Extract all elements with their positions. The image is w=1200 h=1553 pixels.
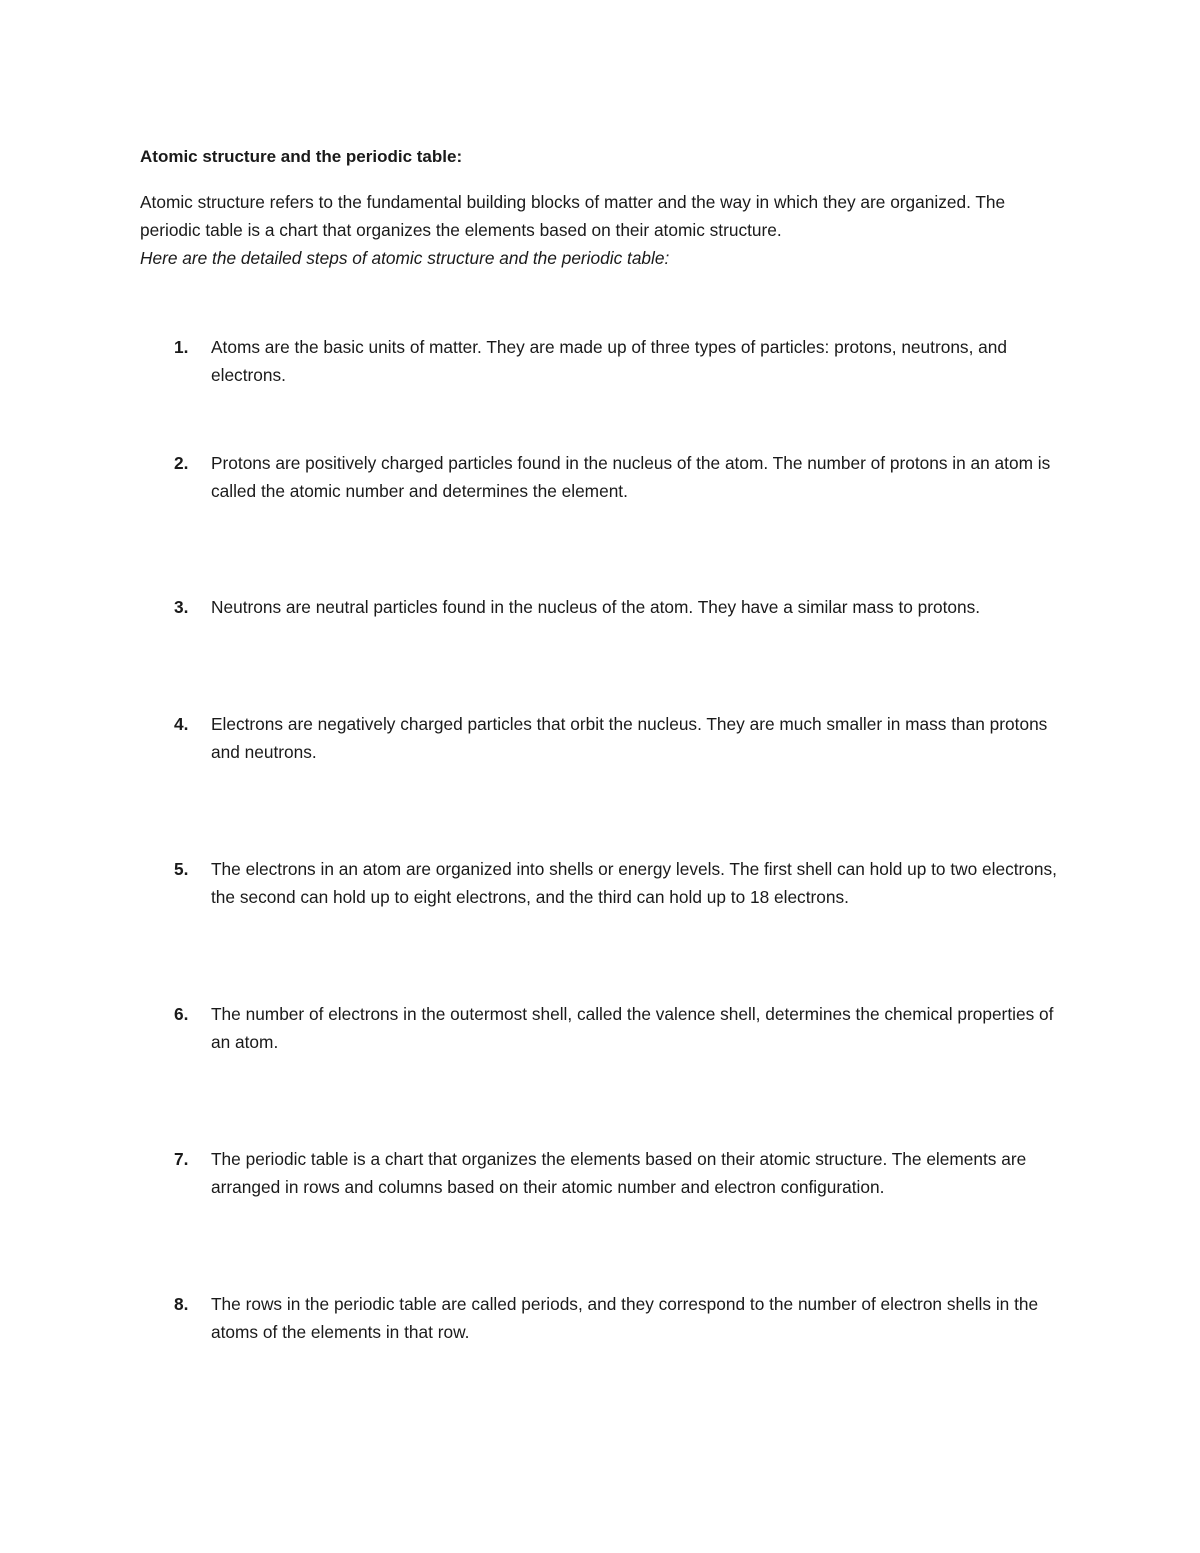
list-item-number: 5. <box>174 859 189 879</box>
list-item-text: The rows in the periodic table are called periods, and they correspond to the number of electron shells in the atoms of the elements in that row. <box>211 1294 1039 1342</box>
list-item-text: The periodic table is a chart that organizes the elements based on their atomic structure. The elements are arranged in rows and columns based on their atomic number and electron configuration. <box>211 1149 1027 1197</box>
intro-steps-lead: Here are the detailed steps of atomic structure and the periodic table: <box>140 248 670 268</box>
list-item-text: Atoms are the basic units of matter. They are made up of three types of particles: protons, neutrons, and electrons. <box>211 337 1008 385</box>
list-item-number: 1. <box>174 337 189 357</box>
document-heading: Atomic structure and the periodic table: <box>140 147 463 166</box>
list-item-number: 6. <box>174 1004 189 1024</box>
intro-text: Atomic structure refers to the fundamental building blocks of matter and the way in which they are organized. The periodic table is a chart that organizes the elements based on their atomic structure. <box>140 192 1006 240</box>
list-item-text: Protons are positively charged particles found in the nucleus of the atom. The number of protons in an atom is called the atomic number and determines the element. <box>211 453 1051 501</box>
list-item-number: 3. <box>174 597 189 617</box>
list-item-text: The number of electrons in the outermost shell, called the valence shell, determines the chemical properties of an atom. <box>211 1004 1054 1052</box>
intro-paragraph <box>140 188 1060 272</box>
list-item-text: The electrons in an atom are organized into shells or energy levels. The first shell can hold up to two electrons, the second can hold up to eight electrons, and the third can hold up to 18 electrons. <box>211 859 1057 907</box>
list-item-text: Neutrons are neutral particles found in the nucleus of the atom. They have a similar mass to protons. <box>211 597 981 617</box>
list-item-number: 7. <box>174 1149 189 1169</box>
list-item-text: Electrons are negatively charged particles that orbit the nucleus. They are much smaller in mass than protons and neutrons. <box>211 714 1048 762</box>
list-item-number: 4. <box>174 714 189 734</box>
list-item-number: 8. <box>174 1294 189 1314</box>
list-item-number: 2. <box>174 453 189 473</box>
